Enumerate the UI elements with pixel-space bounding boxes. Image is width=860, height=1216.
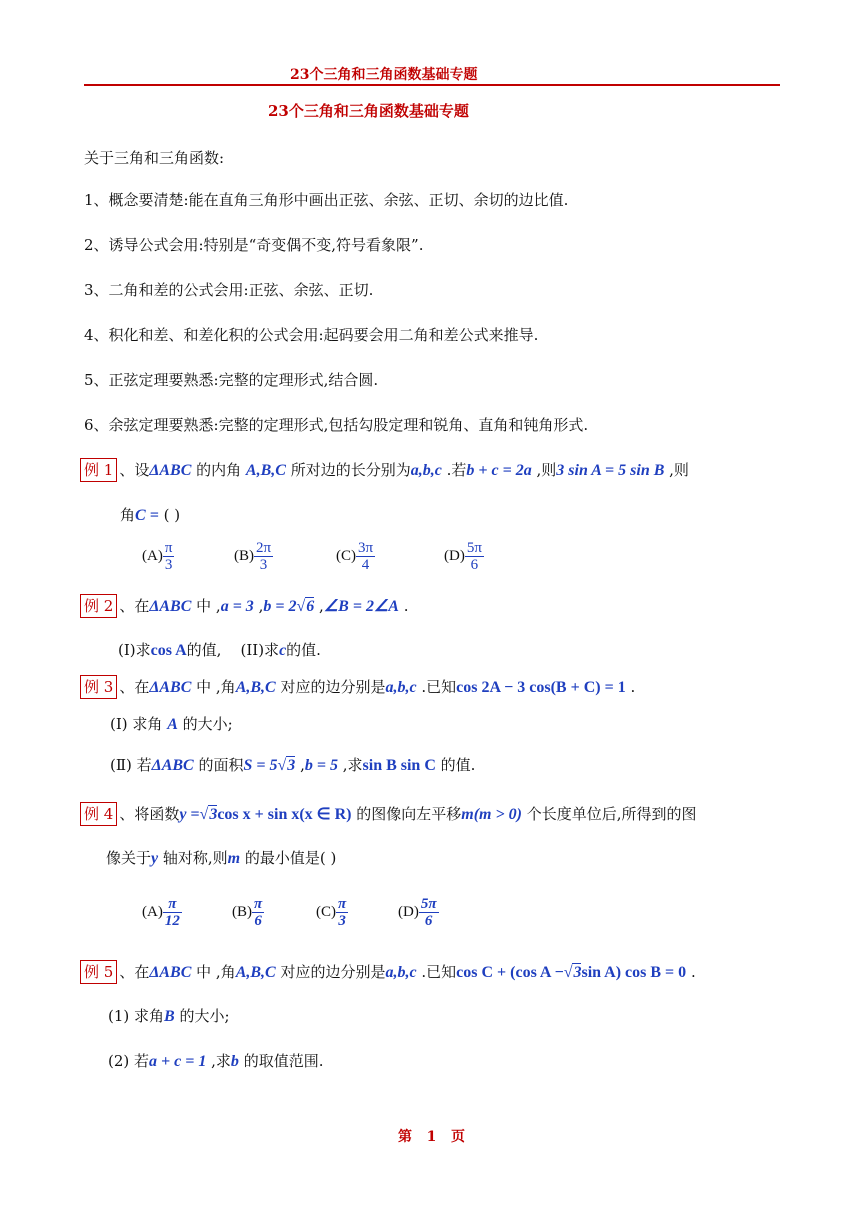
example-1-option-d: (D) $\frac{5\pi}{6}$ [444, 540, 482, 573]
example-4: 例 4 、将函数y =√3cos x + sin x(x ∈ R) 的图像向左平移m(m > 0) 个长度单位后,所得到的图 [80, 802, 697, 826]
example-4-option-a: (A) $\frac{\pi}{12}$ [142, 896, 180, 929]
example-3-q2: (Ⅱ) 若ΔABC 的面积S = 5√3 ,b = 5 ,求sin B sin C 的值. [110, 756, 476, 774]
intro-heading: 关于三角和三角函数: [84, 149, 225, 167]
example-tag: 例 5 [80, 960, 117, 984]
intro-item-4: 4、积化和差、和差化积的公式会用:起码要会用二角和差公式来推导. [84, 326, 539, 344]
example-1-line2: 角C = ( ) [120, 506, 181, 524]
example-2: 例 2 、在ΔABC 中 ,a = 3 ,b = 2√6 ,∠B = 2∠A . [80, 594, 409, 618]
example-3: 例 3 、在ΔABC 中 ,角A,B,C 对应的边分别是a,b,c .已知cos 2A − 3 cos(B + C) = 1 . [80, 675, 635, 699]
page-title: 23个三角和三角函数基础专题 [268, 102, 469, 120]
example-1-option-a: (A) $\frac{\pi}{3}$ [142, 540, 173, 573]
running-header: 23个三角和三角函数基础专题 [290, 67, 478, 83]
example-5-q2: (2) 若a + c = 1 ,求b 的取值范围. [108, 1052, 324, 1070]
intro-item-5: 5、正弦定理要熟悉:完整的定理形式,结合圆. [84, 371, 379, 389]
example-4-option-c: (C) $\frac{\pi}{3}$ [316, 896, 347, 929]
example-1-option-c: (C) $\frac{3\pi}{4}$ [336, 540, 374, 573]
header-rule [84, 84, 780, 86]
example-4-line2: 像关于y 轴对称,则m 的最小值是( ) [106, 849, 337, 867]
example-tag: 例 1 [80, 458, 117, 482]
example-5-q1: (1) 求角B 的大小; [108, 1007, 230, 1025]
intro-item-6: 6、余弦定理要熟悉:完整的定理形式,包括勾股定理和锐角、直角和钝角形式. [84, 416, 589, 434]
example-1: 例 1 、设ΔABC 的内角 A,B,C 所对边的长分别为a,b,c .若b + c = 2a ,则3 sin A = 5 sin B ,则 [80, 458, 689, 482]
example-tag: 例 2 [80, 594, 117, 618]
example-tag: 例 3 [80, 675, 117, 699]
intro-item-2: 2、诱导公式会用:特别是“奇变偶不变,符号看象限”. [84, 236, 424, 254]
example-3-q1: (Ⅰ) 求角 A 的大小; [110, 715, 233, 733]
example-5: 例 5 、在ΔABC 中 ,角A,B,C 对应的边分别是a,b,c .已知cos C + (cos A −√3sin A) cos B = 0 . [80, 960, 696, 984]
intro-item-3: 3、二角和差的公式会用:正弦、余弦、正切. [84, 281, 374, 299]
example-1-option-b: (B) $\frac{2\pi}{3}$ [234, 540, 272, 573]
example-tag: 例 4 [80, 802, 117, 826]
example-2-questions: (I)求cos A的值, (II)求c的值. [118, 641, 321, 659]
example-4-option-d: (D) $\frac{5\pi}{6}$ [398, 896, 437, 929]
intro-item-1: 1、概念要清楚:能在直角三角形中画出正弦、余弦、正切、余切的边比值. [84, 191, 569, 209]
page-number: 第 1 页 [398, 1129, 465, 1145]
example-4-option-b: (B) $\frac{\pi}{6}$ [232, 896, 263, 929]
